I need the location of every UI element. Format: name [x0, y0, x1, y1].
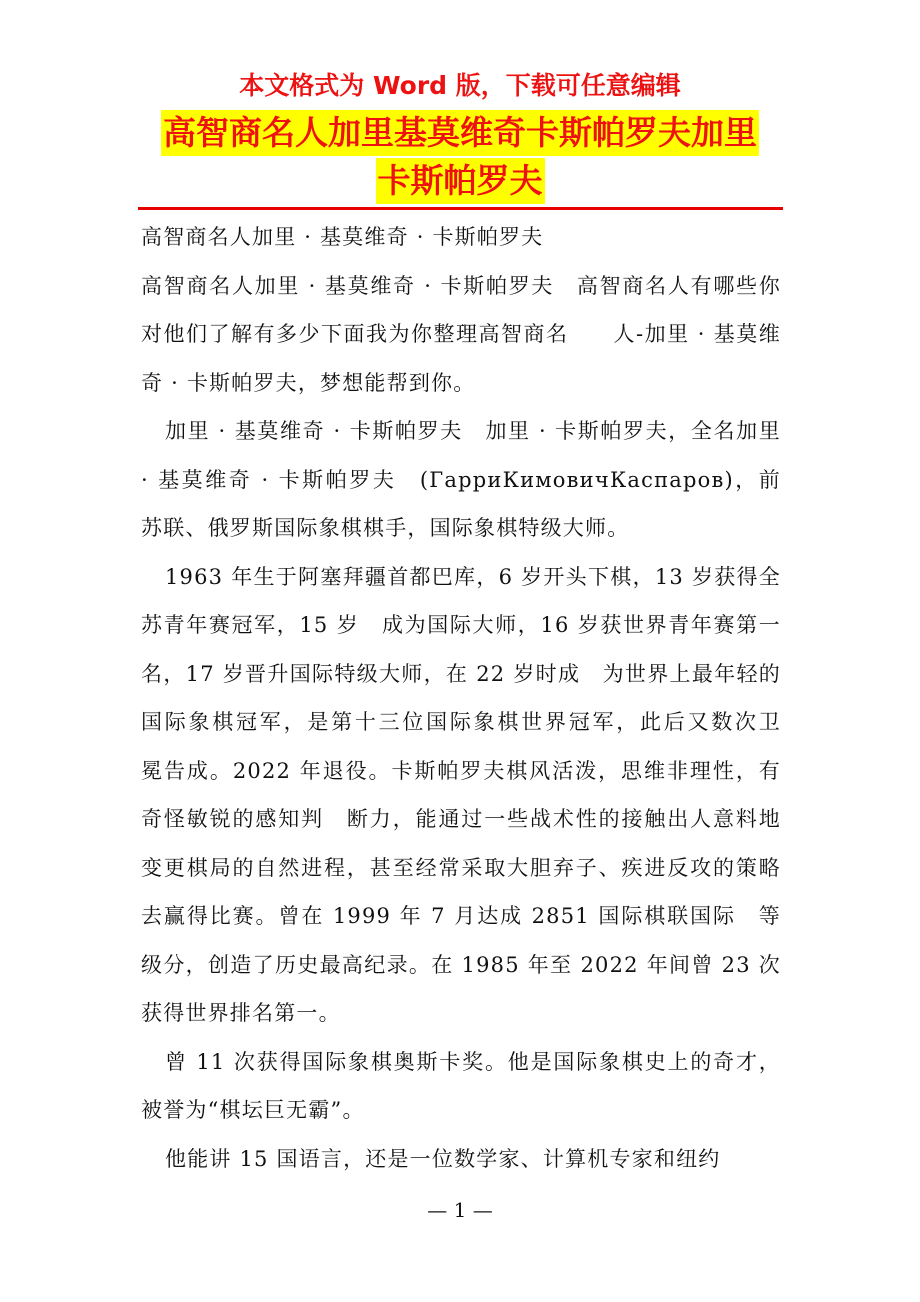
paragraph-heading: 高智商名人加里 · 基莫维奇 · 卡斯帕罗夫 — [141, 225, 544, 249]
paragraph-languages: 他能讲 15 国语言，还是一位数学家、计算机专家和纽约 — [165, 1146, 721, 1171]
page-number: — 1 — — [427, 1198, 493, 1222]
paragraph-biography: 1963 年生于阿塞拜疆首都巴库，6 岁开头下棋，13 岁获得全苏青年赛冠军，15 岁 成为国际大师，16 岁获世界青年赛第一名，17 岁晋升国际特级大师，在 22 岁时成 为世界上最年轻的国际象棋冠军，是第十三位国际象棋世界冠军，此后又数次卫 冕告成。2022 年退役。卡斯帕罗夫棋风活泼，思维非理性，有奇怪敏锐的感知判 断力，能通过一些战术性的接触出人意料地变更棋局的自然进程，甚至经常采取大胆弃子、疾进反攻的策略去赢得比赛。曾在 1999 年 7 月达成 2851 国际棋联国际 等级分，创造了历史最高纪录。在 1985 年至 2022 年间曾 23 次获得世界排名第一。 — [141, 564, 804, 1025]
document-title — [120, 110, 800, 204]
format-notice-banner: 本文格式为 Word 版，下载可任意编辑 — [239, 71, 681, 100]
title-divider — [138, 207, 783, 210]
paragraph-awards: 曾 11 次获得国际象棋奥斯卡奖。他是国际象棋史上的奇才，被誉为“棋坛巨无霸”。 — [141, 1049, 781, 1122]
title-line-2: 卡斯帕罗夫 — [376, 158, 545, 204]
document-body — [141, 213, 804, 1183]
paragraph-fullname: 加里 · 基莫维奇 · 卡斯帕罗夫 加里 · 卡斯帕罗夫，全名加里 · 基莫维奇 · 卡斯帕罗夫 (ГарриКимовичКаспаров)，前苏联、俄罗斯国际象棋棋手，国际象棋特级大师。 — [141, 419, 781, 540]
paragraph-intro: 高智商名人加里 · 基莫维奇 · 卡斯帕罗夫 高智商名人有哪些你对他们了解有多少下面我为你整理高智商名 人-加里 · 基莫维奇 · 卡斯帕罗夫，梦想能帮到你。 — [141, 273, 781, 395]
title-line-1: 高智商名人加里基莫维奇卡斯帕罗夫加里 — [161, 110, 759, 156]
